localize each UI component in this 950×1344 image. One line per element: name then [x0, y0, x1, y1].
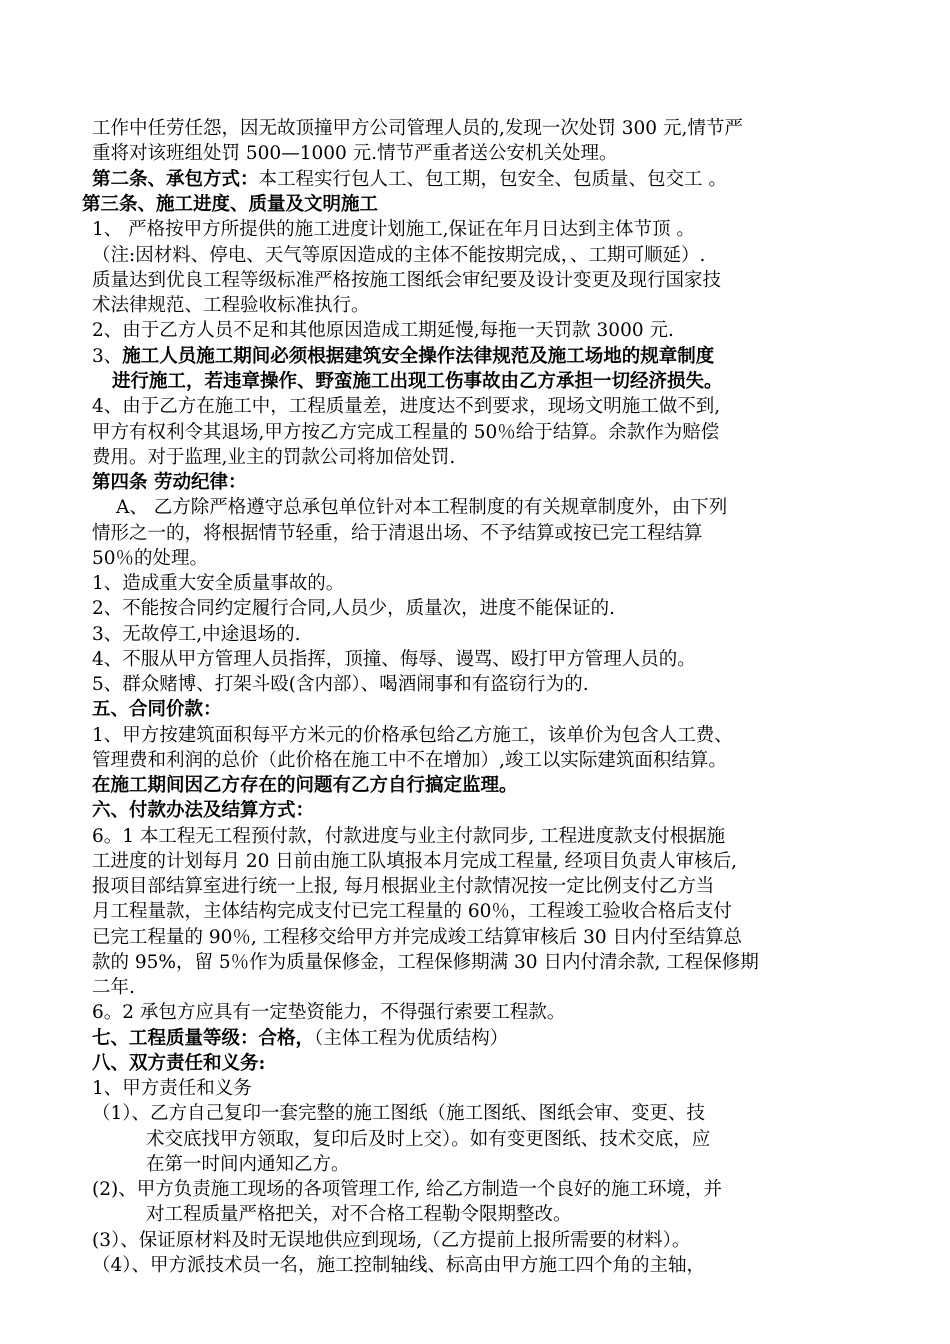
text-line: 3、无故停工,中途退场的. [92, 624, 301, 645]
section-6-heading: 六、付款办法及结算方式： [92, 800, 315, 821]
text-line: 2、不能按合同约定履行合同,人员少，质量次，进度不能保证的. [92, 598, 616, 619]
text-line: （注:因材料、停电、天气等原因造成的主体不能按期完成，、工期可顺延）. [92, 245, 706, 266]
text-line: 1、甲方按建筑面积每平方米元的价格承包给乙方施工，该单价为包含人工费、 [92, 725, 733, 746]
clause-3-line [92, 344, 714, 369]
text-line: （1）、乙方自己复印一套完整的施工图纸（施工图纸、图纸会审、变更、技 [92, 1103, 706, 1124]
text-line: 质量达到优良工程等级标准严格按施工图纸会审纪要及设计变更及现行国家技 [92, 270, 722, 291]
text-line: 50％的处理。 [92, 548, 209, 569]
text-line: 6。1 本工程无工程预付款，付款进度与业主付款同步, 工程进度款支付根据施 [92, 826, 726, 847]
article-3-heading: 第三条、施工进度、质量及文明施工 [82, 194, 379, 215]
article-2-line [92, 167, 727, 192]
text-line: (3）、保证原材料及时无误地供应到现场,（乙方提前上报所需要的材料）。 [92, 1230, 691, 1251]
text-line: 1、 严格按甲方所提供的施工进度计划施工,保证在年月日达到主体节顶 。 [92, 219, 695, 240]
text-line: 2、由于乙方人员不足和其他原因造成工期延慢,每拖一天罚款 3000 元. [92, 320, 674, 341]
section-7-heading: 七、工程质量等级：合格， [92, 1028, 315, 1049]
text-line: （4）、甲方派技术员一名，施工控制轴线、标高由甲方施工四个角的主轴， [92, 1255, 706, 1276]
text-line: 术法律规范、工程验收标准执行。 [92, 295, 370, 316]
section-5-heading: 五、合同价款： [92, 699, 222, 720]
article-2-heading: 第二条、承包方式： [92, 169, 259, 190]
text-line: 二年. [92, 977, 135, 998]
text-line: 4、由于乙方在施工中，工程质量差，进度达不到要求，现场文明施工做不到, [92, 396, 721, 417]
text-line: 报项目部结算室进行统一上报, 每月根据业主付款情况按一定比例支付乙方当 [92, 876, 715, 897]
text-line: 5、群众赌博、打架斗殴(含内部）、喝酒闹事和有盗窃行为的. [92, 674, 589, 695]
text-line: 对工程质量严格把关，对不合格工程勒令限期整改。 [146, 1204, 572, 1225]
section-7-note: （主体工程为优质结构） [314, 1028, 509, 1049]
text-line: 1、造成重大安全质量事故的。 [92, 573, 345, 594]
text-line: 6。2 承包方应具有一定垫资能力，不得强行索要工程款。 [92, 1002, 566, 1023]
section-7-line [92, 1026, 508, 1051]
text-line: 进行施工，若违章操作、野蛮施工出现工伤事故由乙方承担一切经济损失。 [112, 371, 723, 392]
text-line: 管理费和利润的总价（此价格在施工中不在增加）,竣工以实际建筑面积结算。 [92, 750, 727, 771]
text-line: 已完工程量的 90％, 工程移交给甲方并完成竣工结算审核后 30 日内付至结算总 [92, 927, 742, 948]
text-line: 情形之一的，将根据情节轻重，给于清退出场、不予结算或按已完工程结算 [92, 523, 703, 544]
text-line: A、 乙方除严格遵守总承包单位针对本工程制度的有关规章制度外，由下列 [116, 497, 728, 518]
text-line: 费用。对于监理,业主的罚款公司将加倍处罚. [92, 447, 456, 468]
article-4-heading: 第四条 劳动纪律： [92, 472, 247, 493]
text-line: 在施工期间因乙方存在的问题有乙方自行搞定监理。 [92, 775, 518, 796]
text-line: 4、不服从甲方管理人员指挥，顶撞、侮辱、谩骂、殴打甲方管理人员的。 [92, 649, 696, 670]
clause-3-number: 3、 [92, 346, 123, 367]
text-line: 甲方有权利令其退场,甲方按乙方完成工程量的 50％给于结算。余款作为赔偿 [92, 422, 720, 443]
text-line: 在第一时间内通知乙方。 [146, 1154, 350, 1175]
section-8-heading: 八、双方责任和义务: [92, 1053, 266, 1074]
clause-3-text: 施工人员施工期间必须根据建筑安全操作法律规范及施工场地的规章制度 [122, 346, 715, 367]
text-line: 1、甲方责任和义务 [92, 1078, 252, 1099]
text-line: (2)、甲方负责施工现场的各项管理工作, 给乙方制造一个良好的施工环境，并 [92, 1179, 722, 1200]
text-line: 术交底找甲方领取，复印后及时上交）。如有变更图纸、技术交底，应 [146, 1129, 711, 1150]
text-line: 工进度的计划每月 20 日前由施工队填报本月完成工程量, 经项目负责人审核后, [92, 851, 737, 872]
text-line: 月工程量款，主体结构完成支付已完工程量的 60％，工程竣工验收合格后支付 [92, 901, 732, 922]
article-2-text: 本工程实行包人工、包工期，包安全、包质量、包交工 。 [258, 169, 727, 190]
text-line: 重将对该班组处罚 500—1000 元.情节严重者送公安机关处理。 [92, 143, 618, 164]
text-line: 款的 95%，留 5％作为质量保修金，工程保修期满 30 日内付清余款, 工程保修期 [92, 952, 759, 973]
text-line: 工作中任劳任怨，因无故顶撞甲方公司管理人员的,发现一次处罚 300 元,情节严 [92, 118, 743, 139]
